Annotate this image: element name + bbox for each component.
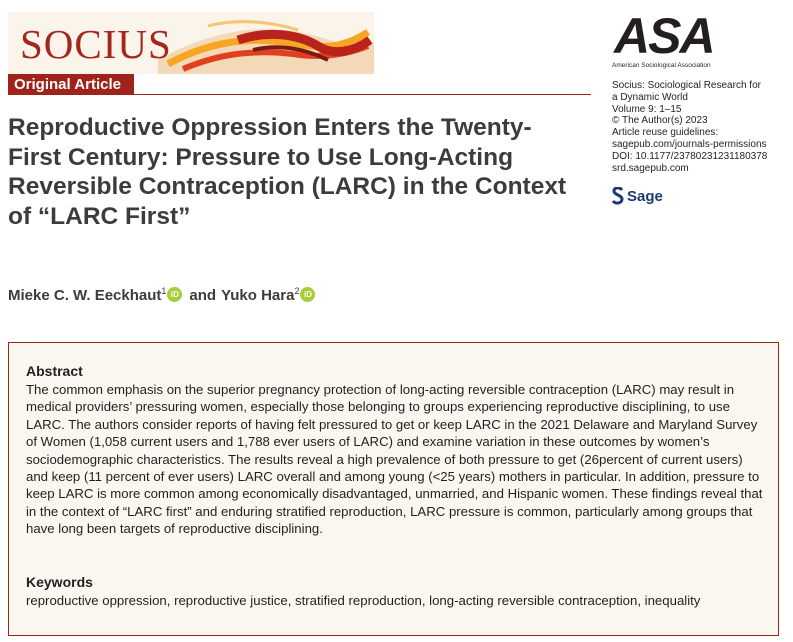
meta-line: Socius: Sociological Research for	[612, 80, 761, 91]
meta-line: a Dynamic World	[612, 91, 688, 103]
keywords-text: reproductive oppression, reproductive justice, stratified reproduction, long-acting reversible contraception, inequality	[26, 593, 701, 608]
sage-logo[interactable]	[612, 187, 663, 205]
abstract-heading: Abstract	[26, 363, 83, 379]
meta-line: © The Author(s) 2023	[612, 115, 708, 127]
journal-site-link[interactable]: srd.sagepub.com	[612, 162, 689, 174]
abstract-box	[8, 342, 779, 636]
asa-tagline: American Sociological Association	[612, 62, 711, 69]
sage-s-icon	[612, 187, 624, 205]
asa-logo	[608, 8, 758, 71]
journal-name: SOCIUS	[20, 21, 172, 67]
meta-line: Article reuse guidelines:	[612, 127, 719, 139]
header-rule	[134, 94, 591, 95]
reuse-guidelines-link[interactable]: sagepub.com/journals-permissions	[612, 138, 767, 150]
journal-banner	[8, 12, 374, 74]
meta-line: Volume 9: 1–15	[612, 103, 682, 115]
author-name: Yuko Hara	[221, 287, 295, 304]
affiliation-marker: 1	[161, 286, 167, 296]
affiliation-marker: 2	[294, 286, 300, 296]
author-name: Mieke C. W. Eeckhaut	[8, 287, 162, 304]
orcid-icon[interactable]: iD	[167, 287, 182, 302]
article-type-label: Original Article	[8, 74, 134, 95]
asa-logo-text: ASA	[614, 8, 714, 64]
article-metadata	[612, 80, 767, 174]
abstract-text: The common emphasis on the superior pregnancy protection of long-acting reversible contraception (LARC) may result in medical providers’ pressuring women, especially those belonging to groups experiencing reproductive disciplining, to use LARC. The authors consider reports of having felt pressured to get or keep LARC in the 2021 Delaware and Maryland Survey of Women (1,058 current users and 1,788 ever users of LARC) and examine variation in these outcomes by women’s sociodemographic characteristics. The results reveal a high prevalence of both pressure to get (26percent of current users) and keep (11 percent of ever users) LARC overall and among young (<25 years) mothers in particular. In addition, pressure to keep LARC is more common among economically disadvantaged, unmarried, and Hispanic women. These findings reveal that in the context of “LARC first” and enduring stratified reproduction, LARC pressure is common, particularly among groups that have long been targets of reproductive disciplining.	[26, 382, 763, 537]
author-list	[8, 287, 317, 304]
article-title: Reproductive Oppression Enters the Twenty-First Century: Pressure to Use Long-Acting Reversible Contraception (LARC) in the Context of “LARC First”	[8, 114, 567, 230]
sage-label: Sage	[627, 187, 663, 205]
keywords-heading: Keywords	[26, 574, 93, 590]
author-joiner: and	[189, 287, 217, 304]
doi-link[interactable]: DOI: 10.1177/23780231231180378	[612, 150, 768, 162]
orcid-icon[interactable]: iD	[300, 287, 315, 302]
